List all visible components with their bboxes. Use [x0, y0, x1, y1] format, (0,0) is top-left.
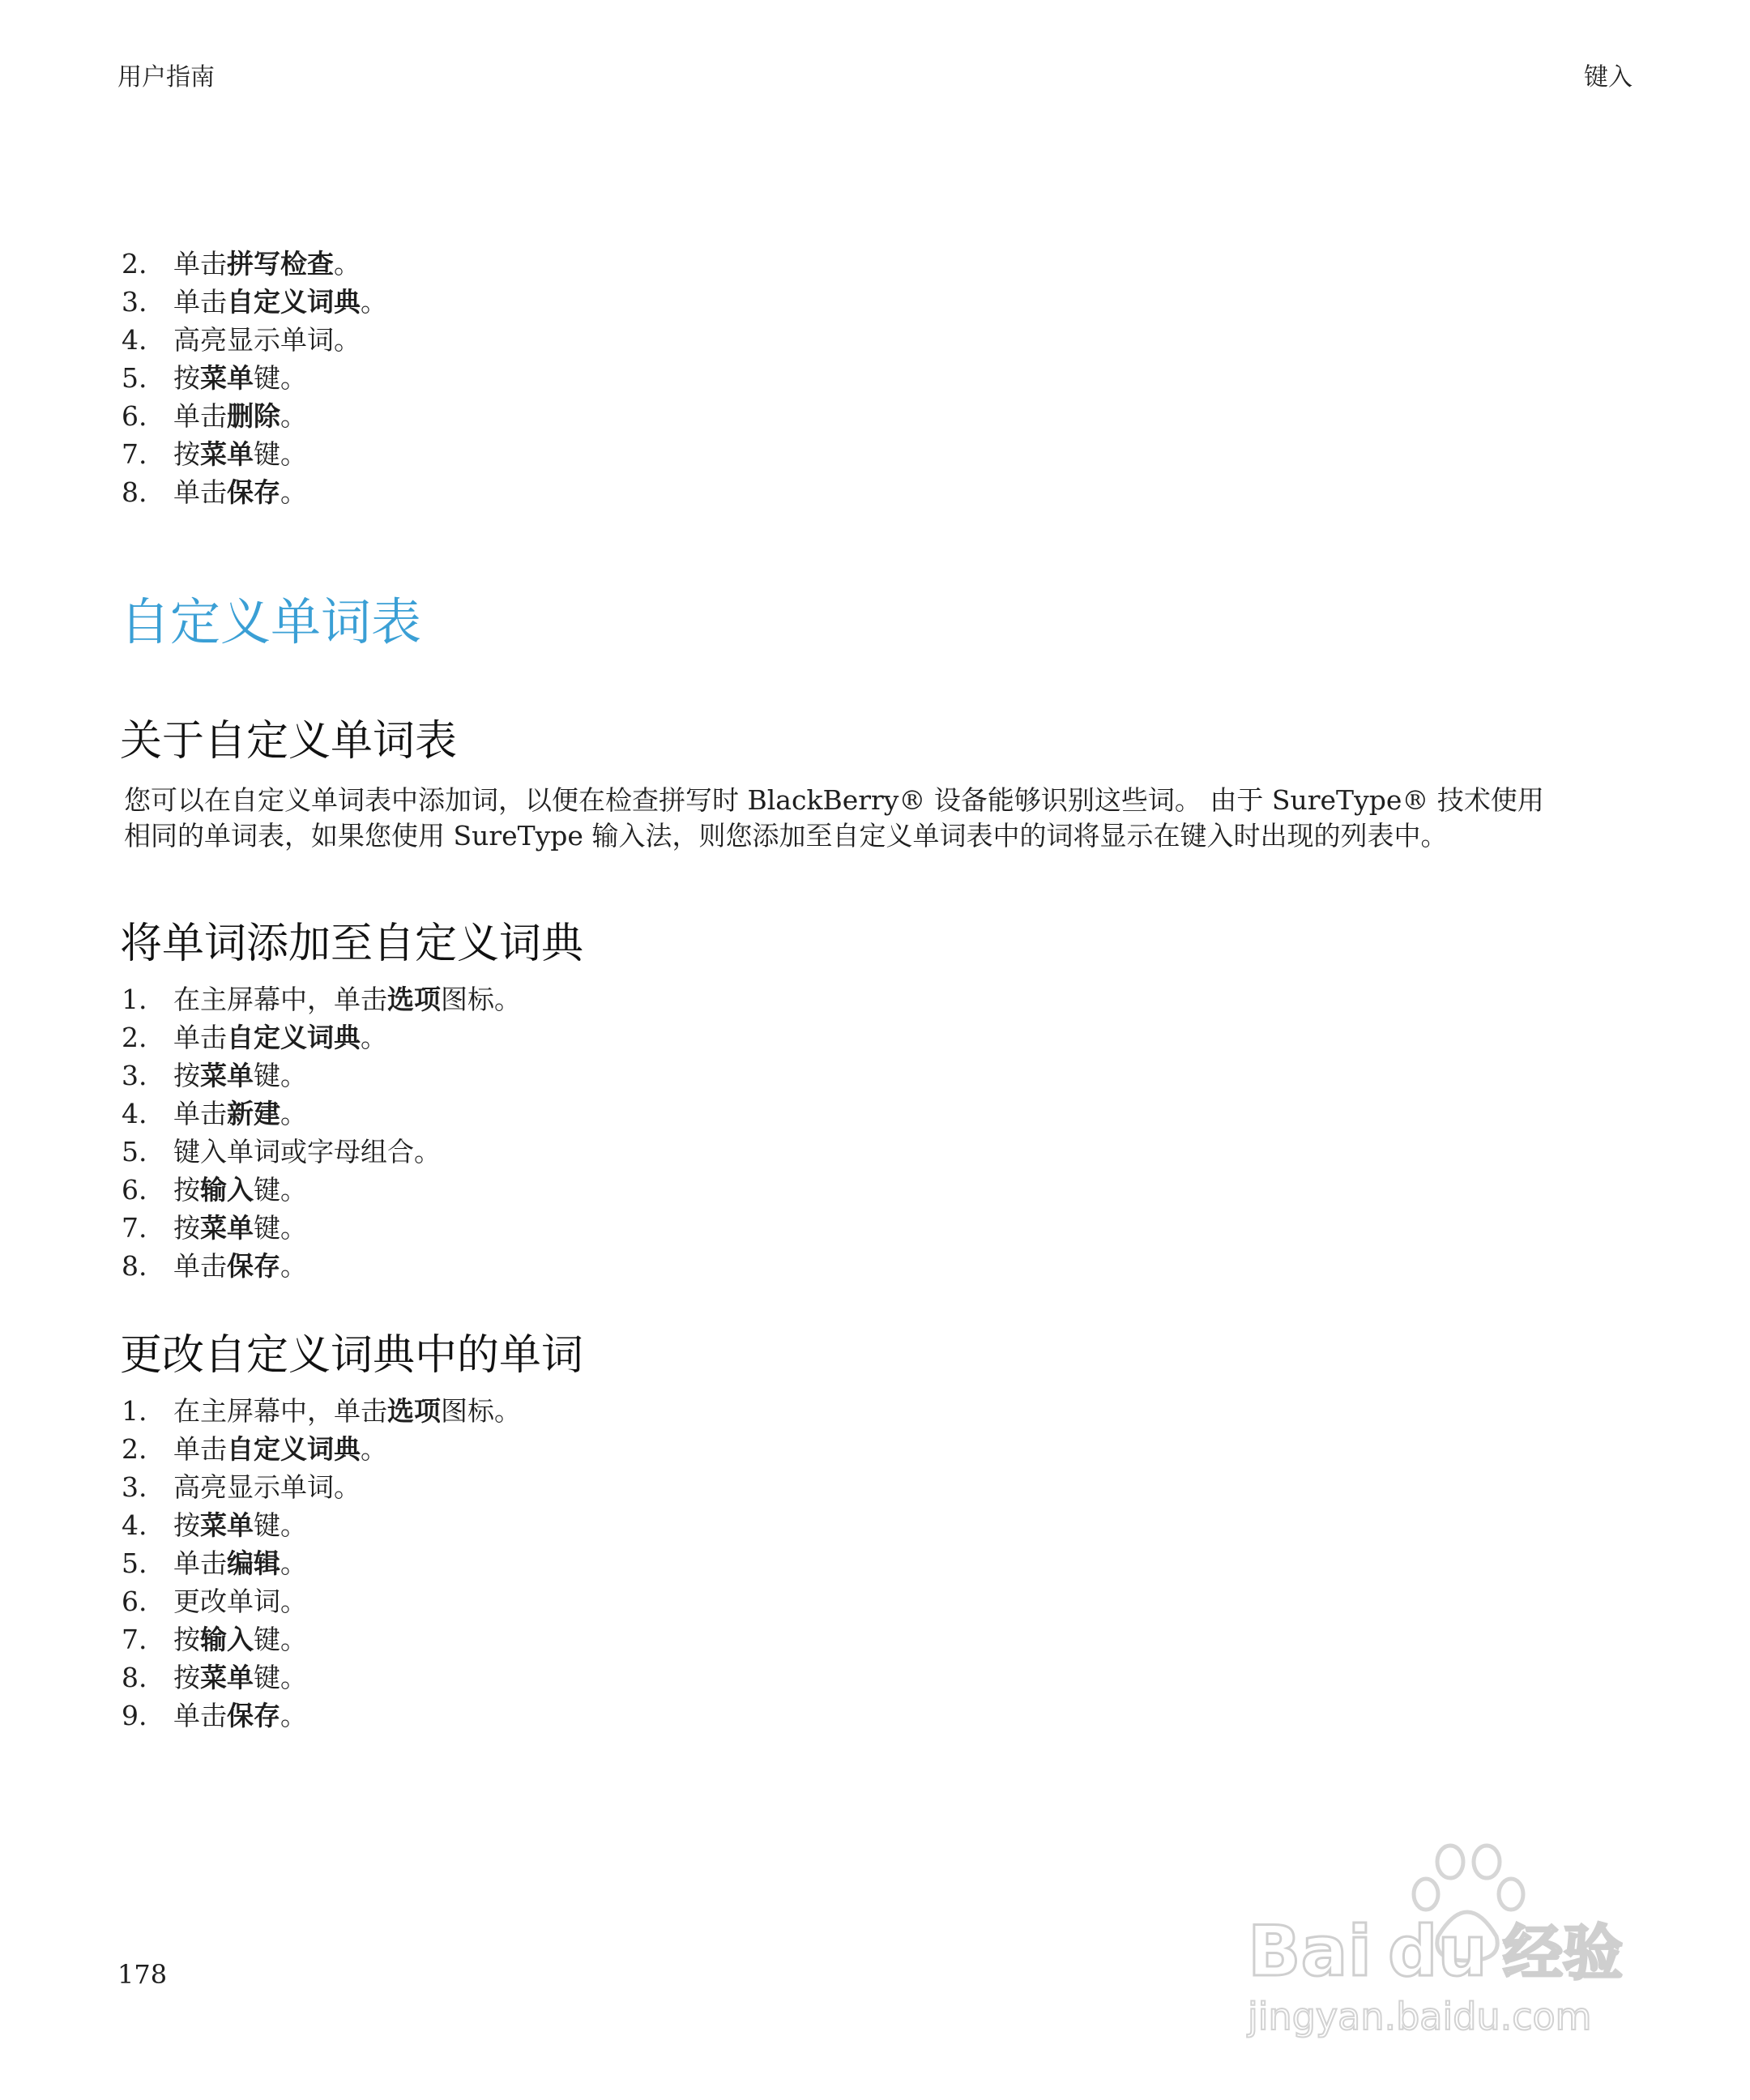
step-number: 3.: [122, 1060, 147, 1091]
list-item: [122, 1247, 521, 1285]
list-item: [122, 245, 387, 283]
step-text: 高亮显示单词。: [173, 1471, 361, 1503]
step-text: 单击: [173, 1098, 227, 1129]
step-ui-term: 选项: [387, 1395, 441, 1427]
list-item: [122, 397, 387, 435]
step-text-end: 。: [361, 1022, 387, 1053]
section-title: 自定义单词表: [120, 592, 422, 651]
step-ui-term: 保存: [227, 476, 280, 508]
step-text: 在主屏幕中，单击: [173, 984, 387, 1015]
step-text-end: 图标。: [441, 1395, 521, 1427]
step-text: 按: [173, 438, 200, 470]
list-item: [122, 321, 387, 359]
step-ui-term: 菜单: [200, 362, 254, 394]
svg-text:jingyan.baidu.com: jingyan.baidu.com: [1248, 1995, 1592, 2038]
list-item: [122, 1095, 521, 1133]
step-text-end: 。: [280, 1700, 307, 1731]
step-ui-term: 保存: [227, 1700, 280, 1731]
list-item: [122, 1658, 521, 1697]
step-text-end: 键。: [254, 1509, 307, 1541]
step-ui-term: 编辑: [227, 1547, 280, 1579]
step-number: 4.: [122, 1509, 147, 1541]
list-item: [122, 1056, 521, 1095]
step-ui-term: 选项: [387, 984, 441, 1015]
step-ui-term: 删除: [227, 400, 280, 432]
baidu-jingyan-watermark: [1244, 1839, 1665, 2042]
step-number: 1.: [122, 1395, 147, 1427]
step-text-end: 。: [361, 1433, 387, 1465]
list-item: [122, 1018, 521, 1056]
step-number: 7.: [122, 1212, 147, 1244]
step-ui-term: 自定义词典: [227, 1022, 361, 1053]
step-number: 2.: [122, 1433, 147, 1465]
step-text: 在主屏幕中，单击: [173, 1395, 387, 1427]
delete-word-steps: [122, 245, 387, 511]
step-text: 单击: [173, 1022, 227, 1053]
list-item: [122, 1209, 521, 1247]
list-item: [122, 1392, 521, 1430]
step-text: 单击: [173, 1250, 227, 1282]
step-text-end: 。: [280, 1250, 307, 1282]
step-ui-term: 菜单: [200, 1662, 254, 1693]
step-text-end: 。: [280, 1098, 307, 1129]
step-text-end: 。: [280, 476, 307, 508]
step-text-end: 键。: [254, 1624, 307, 1655]
step-ui-term: 输入: [200, 1624, 254, 1655]
step-text: 按: [173, 1212, 200, 1244]
step-text-end: 。: [280, 400, 307, 432]
step-number: 8.: [122, 476, 147, 508]
list-item: [122, 1582, 521, 1620]
about-paragraph: [124, 783, 1647, 854]
step-text-end: 。: [280, 1547, 307, 1579]
step-number: 6.: [122, 1586, 147, 1617]
step-text-end: 键。: [254, 362, 307, 394]
step-number: 8.: [122, 1662, 147, 1693]
list-item: [122, 1468, 521, 1506]
step-number: 5.: [122, 1547, 147, 1579]
step-text: 单击: [173, 1433, 227, 1465]
step-number: 8.: [122, 1250, 147, 1282]
step-text: 按: [173, 1662, 200, 1693]
list-item: [122, 435, 387, 473]
step-ui-term: 自定义词典: [227, 1433, 361, 1465]
running-header-chapter: 键入: [1584, 63, 1633, 92]
step-text-end: 键。: [254, 1662, 307, 1693]
about-line-2: 相同的单词表，如果您使用 SureType 输入法，则您添加至自定义单词表中的词将显示在键入时出现的列表中。: [124, 820, 1448, 852]
step-text: 按: [173, 1509, 200, 1541]
list-item: [122, 1506, 521, 1544]
list-item: [122, 283, 387, 321]
step-text: 高亮显示单词。: [173, 324, 361, 356]
svg-text:Bai: Bai: [1248, 1911, 1372, 1992]
step-text: 单击: [173, 1547, 227, 1579]
step-number: 7.: [122, 438, 147, 470]
step-ui-term: 菜单: [200, 1212, 254, 1244]
step-number: 4.: [122, 324, 147, 356]
about-line-1: 您可以在自定义单词表中添加词，以便在检查拼写时 BlackBerry® 设备能够识别这些词。 由于 SureType® 技术使用: [124, 784, 1544, 816]
step-ui-term: 自定义词典: [227, 286, 361, 318]
step-text-end: 。: [361, 286, 387, 318]
step-text: 按: [173, 1060, 200, 1091]
step-text: 单击: [173, 286, 227, 318]
page-number: 178: [117, 1959, 168, 1990]
step-number: 3.: [122, 286, 147, 318]
step-text-end: 键。: [254, 1212, 307, 1244]
step-text: 单击: [173, 476, 227, 508]
list-item: [122, 1620, 521, 1658]
step-text-end: 键。: [254, 438, 307, 470]
list-item: [122, 1544, 521, 1582]
step-text-end: 图标。: [441, 984, 521, 1015]
step-text: 按: [173, 1174, 200, 1206]
list-item: [122, 1430, 521, 1468]
step-ui-term: 菜单: [200, 1060, 254, 1091]
step-text-end: 。: [334, 248, 361, 280]
step-ui-term: 保存: [227, 1250, 280, 1282]
change-word-steps: [122, 1392, 521, 1735]
list-item: [122, 1171, 521, 1209]
step-number: 5.: [122, 362, 147, 394]
list-item: [122, 980, 521, 1018]
list-item: [122, 359, 387, 397]
step-ui-term: 拼写检查: [227, 248, 334, 280]
step-ui-term: 输入: [200, 1174, 254, 1206]
step-number: 6.: [122, 1174, 147, 1206]
step-text-end: 键。: [254, 1174, 307, 1206]
step-text: 按: [173, 362, 200, 394]
step-number: 7.: [122, 1624, 147, 1655]
step-text: 键入单词或字母组合。: [173, 1136, 441, 1167]
step-number: 9.: [122, 1700, 147, 1731]
step-ui-term: 菜单: [200, 1509, 254, 1541]
svg-text:du: du: [1388, 1911, 1488, 1992]
step-number: 5.: [122, 1136, 147, 1167]
change-word-heading: 更改自定义词典中的单词: [120, 1331, 584, 1380]
list-item: [122, 473, 387, 511]
running-header-title: 用户指南: [117, 63, 215, 92]
step-text-end: 键。: [254, 1060, 307, 1091]
add-word-steps: [122, 980, 521, 1285]
step-text: 单击: [173, 248, 227, 280]
step-number: 4.: [122, 1098, 147, 1129]
step-number: 2.: [122, 1022, 147, 1053]
svg-text:经验: 经验: [1503, 1919, 1623, 1988]
step-number: 3.: [122, 1471, 147, 1503]
step-text: 按: [173, 1624, 200, 1655]
step-ui-term: 新建: [227, 1098, 280, 1129]
list-item: [122, 1133, 521, 1171]
about-heading: 关于自定义单词表: [120, 717, 458, 766]
add-word-heading: 将单词添加至自定义词典: [120, 920, 584, 968]
step-number: 6.: [122, 400, 147, 432]
list-item: [122, 1697, 521, 1735]
step-text: 单击: [173, 1700, 227, 1731]
step-text: 更改单词。: [173, 1586, 307, 1617]
step-ui-term: 菜单: [200, 438, 254, 470]
step-number: 2.: [122, 248, 147, 280]
step-text: 单击: [173, 400, 227, 432]
step-number: 1.: [122, 984, 147, 1015]
